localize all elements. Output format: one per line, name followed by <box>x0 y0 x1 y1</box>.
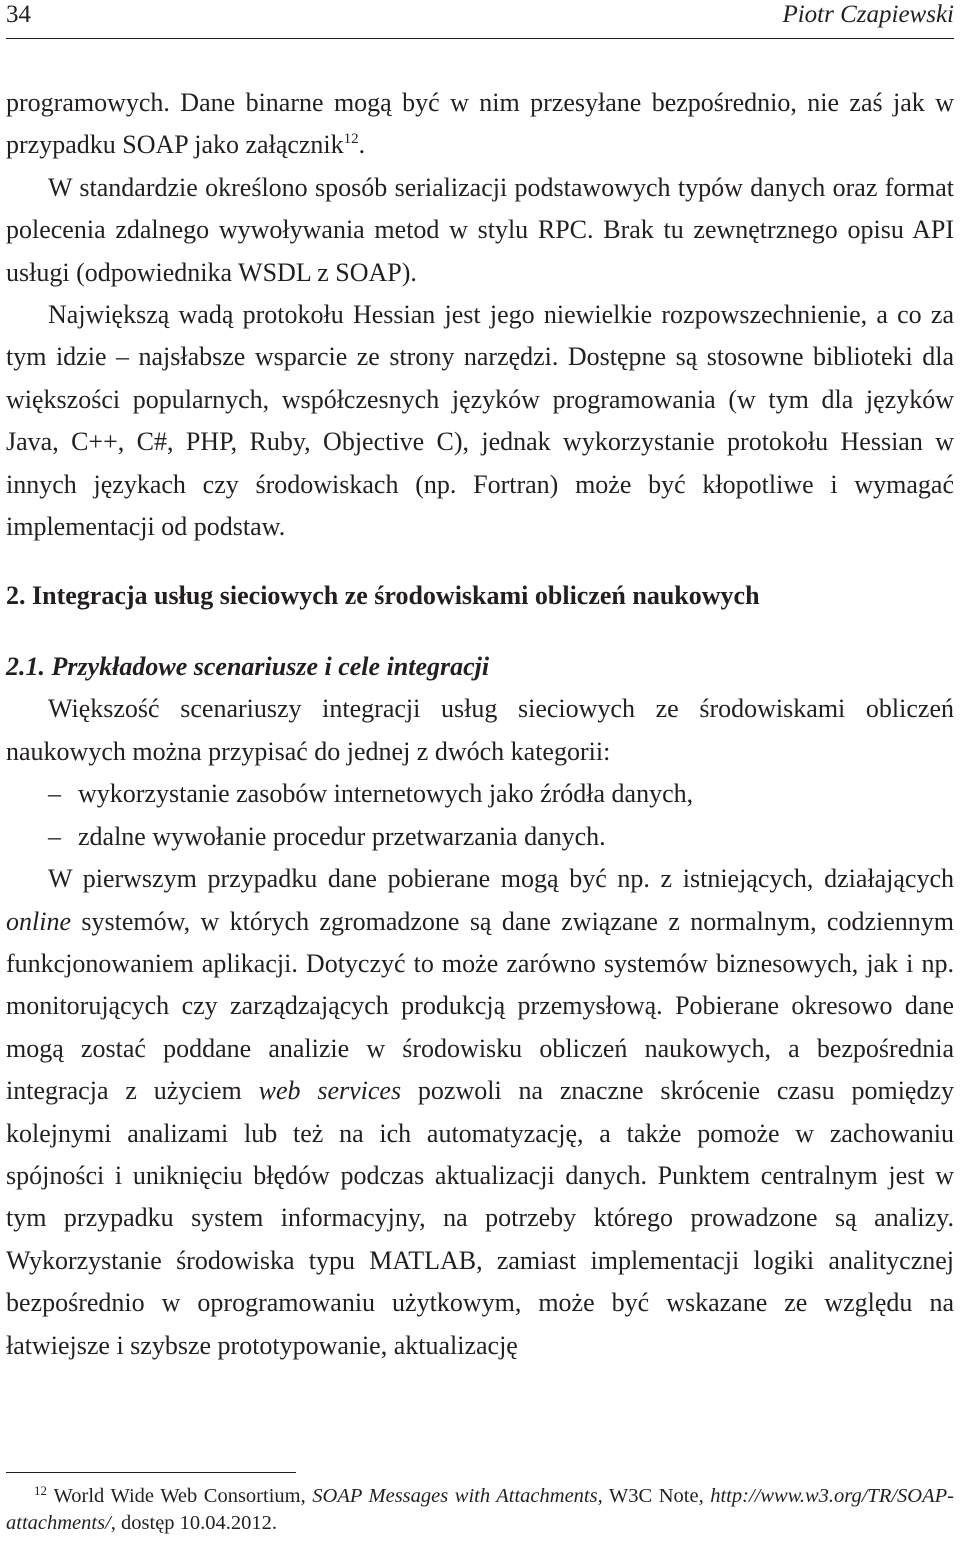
footnote-text: W3C Note, <box>602 1485 711 1507</box>
footnote-text: , dostęp 10.04.2012. <box>110 1512 278 1534</box>
footnote-rule <box>6 1472 296 1473</box>
list-dash: – <box>48 821 61 851</box>
emphasis-online: online <box>6 906 71 936</box>
footnote <box>6 1483 954 1537</box>
list-dash: – <box>48 779 61 809</box>
list-item-text: wykorzystanie zasobów internetowych jako źródła danych, <box>78 779 694 809</box>
running-head-author: Piotr Czapiewski <box>782 1 954 28</box>
paragraph-tail: . <box>358 130 366 160</box>
paragraph-text: systemów, w których zgromadzone są dane związane z normalnym, codziennym funkcjonowaniem aplikacji. Dotyczyć to może zarówno systemów biznesowych, jak i np. monitorujących czy zarządzających produkcją przemysłową. Pobierane okresowo dane mogą zostać poddane analizie w środowisku obliczeń naukowych, a bezpośrednia integracja z użyciem <box>6 906 954 1106</box>
body-text <box>6 82 954 1367</box>
footnote-url-link[interactable]: http://www.w3.org/TR/SOAP-attachments/ <box>6 1485 954 1534</box>
paragraph-standard: W standardzie określono sposób serializacji podstawowych typów danych oraz format polecenia zdalnego wywoływania metod w stylu RPC. Brak tu zewnętrznego opisu API usługi (odpowiednika WSDL z SOAP). <box>6 172 954 287</box>
subsection-heading: 2.1. Przykładowe scenariusze i cele integracji <box>6 652 490 682</box>
footnote-reference[interactable]: 12 <box>343 131 359 148</box>
list-item <box>6 773 954 815</box>
footnote-title: SOAP Messages with Attachments, <box>312 1485 603 1507</box>
paragraph-hessian-drawbacks: Największą wadą protokołu Hessian jest jego niewielkie rozpowszechnienie, a co za tym idzie – najsłabsze wsparcie ze strony narzędzi. Dostępne są stosowne biblioteki dla większości popularnych, współczesnych języków programowania (w tym dla języków Java, C++, C#, PHP, Ruby, Objective C), jednak wykorzystanie protokołu Hessian w innych językach czy środowiskach (np. Fortran) może być kłopotliwe i wymagać implementacji od podstaw. <box>6 300 954 542</box>
paragraph-text: pozwoli na znaczne skrócenie czasu pomiędzy kolejnymi analizami lub też na ich automatyzację, a także pomoże w zachowaniu spójności i uniknięciu błędów podczas aktualizacji danych. Punktem centralnym jest w tym przypadku system informacyjny, na potrzeby którego prowadzone są analizy. Wykorzystanie środowiska typu MATLAB, zamiast implementacji logiki analitycznej bezpośrednio w oprogramowaniu użytkowym, może być wskazane ze względu na łatwiejsze i szybsze prototypowanie, aktualizację <box>6 1076 954 1360</box>
paragraph-text: programowych. Dane binarne mogą być w nim przesyłane bezpośrednio, nie zaś jak w przypadku SOAP jako załącznik <box>6 88 954 160</box>
paragraph-scenarios: Większość scenariuszy integracji usług sieciowych ze środowiskami obliczeń naukowych można przypisać do jednej z dwóch kategorii: <box>6 694 954 766</box>
paragraph-text: W pierwszym przypadku dane pobierane mogą być np. z istniejących, działających <box>48 864 954 894</box>
page-header <box>6 0 954 38</box>
paragraph-first-case <box>6 858 954 1367</box>
emphasis-web-services: web services <box>258 1076 402 1106</box>
footnote-number: 12 <box>34 1483 47 1498</box>
footnote-text: World Wide Web Consortium, <box>53 1485 313 1507</box>
paragraph-continuation <box>6 82 954 167</box>
list-item <box>6 816 954 858</box>
header-rule <box>6 38 954 39</box>
list-item-text: zdalne wywołanie procedur przetwarzania danych. <box>78 821 606 851</box>
section-heading: 2. Integracja usług sieciowych ze środowiskami obliczeń naukowych <box>6 581 760 611</box>
category-list <box>6 773 954 858</box>
page-number: 34 <box>6 1 31 28</box>
